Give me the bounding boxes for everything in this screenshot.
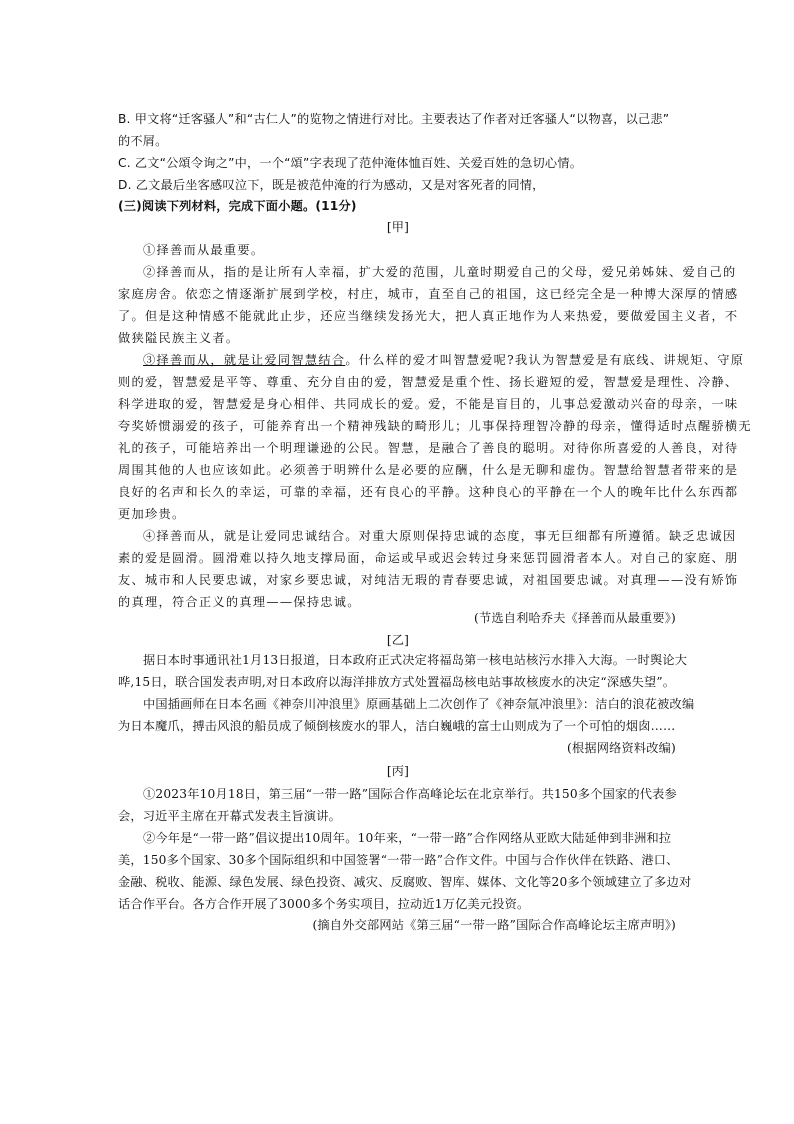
jia-p3-line-3: 科学进取的爱，智慧爱是身心相伴、共同成长的爱。爱，不能是盲目的，儿事总爱激动兴奋的母亲，一味 <box>118 397 739 411</box>
yi-source: (根据网络资料改编) <box>566 741 676 755</box>
yi-line-3: 中国插画师在日本名画《神奈川冲浪里》原画基础上二次创作了《神奈氚冲浪里》：洁白的浪花被改编 <box>143 697 695 711</box>
option-d: D. 乙文最后坐客感叹泣下，既是被范仲淹的行为感动，又是对客死者的同情， <box>118 178 545 192</box>
option-b-line-2: 的不屑。 <box>118 134 168 148</box>
jia-p3-line-1 <box>118 352 745 368</box>
jia-p3-rest: 。什么样的爱才叫智慧爱呢?我认为智慧爱是有底线、讲规矩、守原 <box>345 353 745 367</box>
yi-line-2: 哗,15日，联合国发表声明,对日本政府以海洋排放方式处置福岛核电站事故核废水的决定“深感失望”。 <box>118 675 676 689</box>
jia-p3-line-2: 则的爱，智慧爱是平等、尊重、充分自由的爱，智慧爱是重个性、扬长避短的爱，智慧爱是理性、冷静、 <box>118 375 739 389</box>
yi-line-1: 据日本时事通讯社1月13日报道，日本政府正式决定将福岛第一核电站核污水排入大海。一时舆论大 <box>143 653 688 667</box>
jia-p2-line-3: 了。但是这种情感不能就此止步，还应当继续发扬光大，把人真正地作为人来热爱，要做爱国主义者，不 <box>118 309 739 323</box>
jia-p3-line-4: 夸奖娇惯溺爱的孩子，可能养育出一个精神残缺的畸形儿；儿事保持理智冷静的母亲，懂得适时点醒骄横无 <box>118 419 752 433</box>
bing-line-3: ②今年是“一带一路”倡议提出10周年。10年来，“一带一路”合作网络从亚欧大陆延伸到非洲和拉 <box>143 831 672 845</box>
yi-line-4: 为日本魔爪，搏击风浪的船员成了倾倒核废水的罪人，洁白巍峨的富士山则成为了一个可怕的烟囱…… <box>118 719 676 733</box>
bing-line-2: 会，习近平主席在开幕式发表主旨演讲。 <box>118 809 341 823</box>
jia-p4-line-2: 素的爱是圆滑。圆滑难以持久地支撑局面，命运或早或迟会转过身来惩罚圆滑者本人。对自己的家庭、朋 <box>118 551 739 565</box>
jia-p3-line-8: 更加珍贵。 <box>118 507 186 521</box>
jia-p3-line-6: 周围其他的人也应该如此。必须善于明辨什么是必要的应酬，什么是无聊和虚伪。智慧给智慧者带来的是 <box>118 463 739 477</box>
bing-line-6: 话合作平台。各方合作开展了3000多个务实项目，拉动近1万亿美元投资。 <box>118 897 530 911</box>
bing-heading: [丙] <box>386 764 410 778</box>
yi-heading: [乙] <box>386 633 410 647</box>
jia-p2-line-2: 家庭房舍。依恋之情逐渐扩展到学校，村庄，城市，直至自己的祖国，这已经完全是一种博大深厚的情感 <box>118 287 739 301</box>
jia-p3-underlined-phrase: ③择善而从，就是让爱同智慧结合 <box>143 353 346 367</box>
jia-p4-line-3: 友、城市和人民要忠诚，对家乡要忠诚，对纯洁无瑕的青春要忠诚，对祖国要忠诚。对真理——没有矫饰 <box>118 573 739 587</box>
bing-line-1: ①2023年10月18日，第三届“一带一路”国际合作高峰论坛在北京举行。共150多个国家的代表参 <box>143 787 677 801</box>
jia-p1: ①择善而从最重要。 <box>143 243 265 257</box>
option-b-line-1: B. 甲文将“迁客骚人”和“古仁人”的览物之情进行对比。主要表达了作者对迁客骚人“以物喜，以己悲” <box>118 112 670 126</box>
jia-p2-line-1: ②择善而从，指的是让所有人幸福，扩大爱的范围，儿童时期爱自己的父母，爱兄弟姊妹、爱自己的 <box>143 265 737 279</box>
jia-p3-line-5: 礼的孩子，可能培养出一个明理谦逊的公民。智慧，是融合了善良的聪明。对待你所喜爱的人善良，对待 <box>118 441 739 455</box>
jia-heading: [甲] <box>386 220 410 234</box>
bing-line-4: 美，150多个国家、30多个国际组织和中国签署“一带一路”合作文件。中国与合作伙伴在铁路、港口、 <box>118 853 679 867</box>
jia-p2-line-4: 做狭隘民族主义者。 <box>118 331 240 345</box>
section-title: (三)阅读下列材料，完成下面小题。(11分) <box>118 199 357 213</box>
option-c: C. 乙文“公頌令询之”中，一个“頌”字表现了范仲淹体恤百姓、关爱百姓的急切心情。 <box>118 156 583 170</box>
jia-p4-line-4: 的真理，符合正义的真理——保持忠诚。 <box>118 595 361 609</box>
bing-line-5: 金融、税收、能源、绿色发展、绿色投资、减灾、反腐败、智库、媒体、文化等20多个领域建立了多边对 <box>118 875 692 889</box>
jia-p3-line-7: 良好的名声和长久的幸运，可靠的幸福，还有良心的平静。这种良心的平静在一个人的晚年比什么东西都 <box>118 485 739 499</box>
jia-source: (节选自利哈乔夫《择善而从最重要》) <box>473 611 676 625</box>
jia-p4-line-1: ④择善而从，就是让爱同忠诚结合。对重大原则保持忠诚的态度，事无巨细都有所遵循。缺乏忠诚因 <box>143 529 737 543</box>
bing-source: (摘自外交部网站《第三届“一带一路”国际合作高峰论坛主席声明》) <box>312 918 676 932</box>
